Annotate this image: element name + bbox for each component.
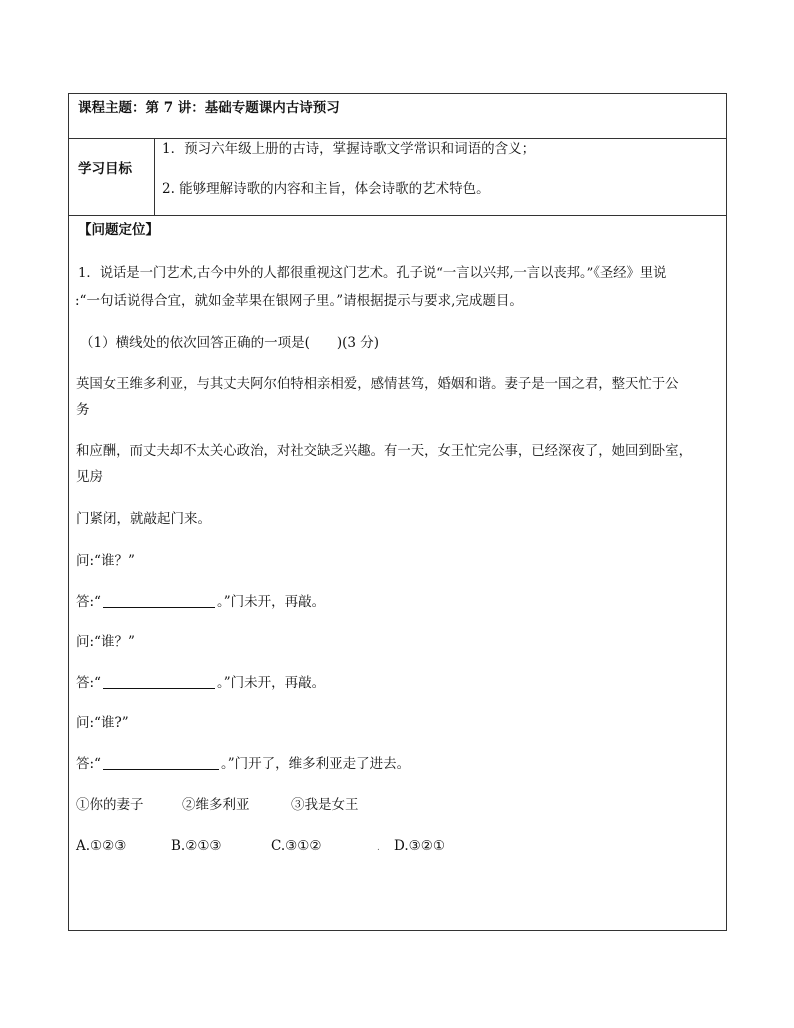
column-divider <box>154 138 155 215</box>
row-divider <box>69 138 726 139</box>
dialogue-answer-2 <box>76 674 325 692</box>
answer-suffix: 。”门未开，再敲。 <box>216 594 326 610</box>
story-line-2-continued: 见房 <box>76 469 103 485</box>
dialogue-ask-1: 问:“谁？” <box>76 553 135 569</box>
lesson-table <box>68 93 727 931</box>
story-line-1-continued: 务 <box>76 402 90 418</box>
objective-item-1: 1．预习六年级上册的古诗，掌握诗歌文学常识和词语的含义； <box>162 141 536 157</box>
choice-item: ③我是女王 <box>291 797 359 813</box>
option-d[interactable]: D.③②① <box>394 838 445 854</box>
answer-prefix: 答:“ <box>76 756 101 772</box>
objectives-label: 学习目标 <box>78 161 132 177</box>
dialogue-answer-3 <box>76 755 410 773</box>
choice-item: ②维多利亚 <box>182 797 250 813</box>
objective-item-2: 2. 能够理解诗歌的内容和主旨，体会诗歌的艺术特色。 <box>162 181 490 197</box>
course-topic: 课程主题：第 7 讲：基础专题课内古诗预习 <box>78 100 340 116</box>
section-title: 【问题定位】 <box>78 222 159 238</box>
story-line-2: 和应酬，而丈夫却不太关心政治，对社交缺乏兴趣。有一天，女王忙完公事，已经深夜了，她回到卧室， <box>76 444 692 459</box>
choice-list <box>76 796 359 814</box>
question-intro-line-2: :“一句话说得合宜，就如金苹果在银网子里。”请根据提示与要求,完成题目。 <box>75 293 523 309</box>
answer-suffix: 。”门未开，再敲。 <box>216 675 326 691</box>
dialogue-answer-1 <box>76 593 325 611</box>
question-intro-line-1: 1．说话是一门艺术,古今中外的人都很重视这门艺术。孔子说“一言以兴邦,一言以丧邦。”《圣经》里说 <box>78 266 667 281</box>
stray-dot: . <box>377 843 380 853</box>
answer-options <box>76 837 445 857</box>
dialogue-ask-3: 问:“谁?” <box>76 715 129 731</box>
story-line-3: 门紧闭，就敲起门来。 <box>76 511 211 527</box>
answer-suffix: 。”门开了，维多利亚走了进去。 <box>220 756 411 772</box>
option-b[interactable]: B.②①③ <box>171 838 222 854</box>
row-divider <box>69 215 726 216</box>
dialogue-ask-2: 问:“谁？” <box>76 634 135 650</box>
sub-question-1: （1）横线处的依次回答正确的一项是( )(3 分) <box>80 335 380 351</box>
answer-blank-1[interactable] <box>103 594 215 608</box>
option-a[interactable]: A.①②③ <box>76 838 127 854</box>
answer-prefix: 答:“ <box>76 675 101 691</box>
answer-blank-2[interactable] <box>103 675 215 689</box>
story-line-1: 英国女王维多利亚，与其丈夫阿尔伯特相亲相爱，感情甚笃，婚姻和谐。妻子是一国之君，整天忙于公 <box>76 377 679 392</box>
option-c[interactable]: C.③①② <box>271 838 322 854</box>
answer-prefix: 答:“ <box>76 594 101 610</box>
choice-item: ①你的妻子 <box>76 797 144 813</box>
answer-blank-3[interactable] <box>103 756 219 770</box>
